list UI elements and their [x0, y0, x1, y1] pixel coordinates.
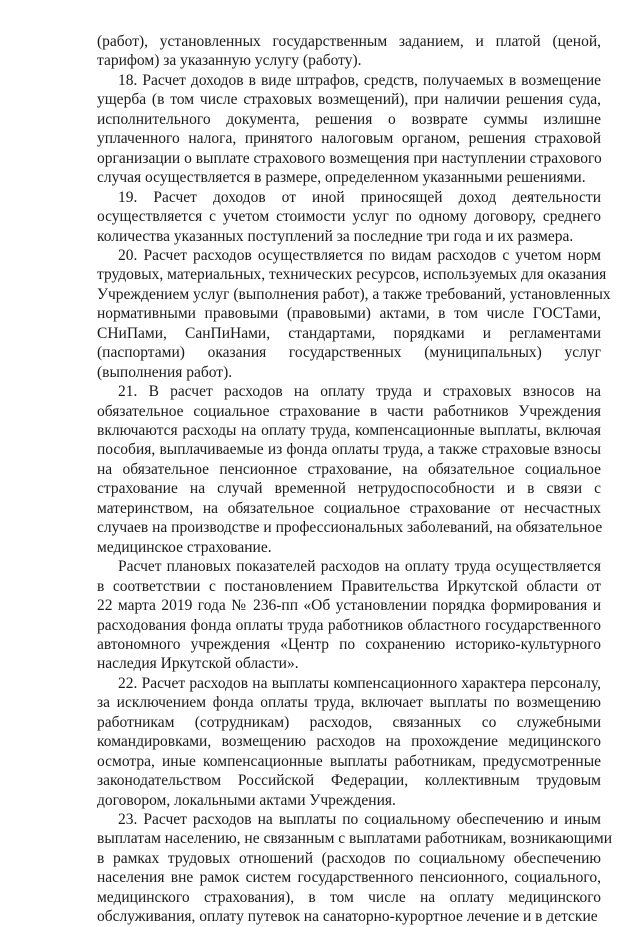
- text-line: исполнительного документа, решения о возврате суммы излишне: [97, 110, 601, 128]
- text-line: Расчет плановых показателей расходов на оплату труда осуществляется: [118, 558, 601, 576]
- text-line: расходования фонда оплаты труда работников областного государственного: [97, 616, 601, 634]
- text-line: медицинское страхование.: [97, 538, 272, 556]
- text-line: в соответствии с постановлением Правительства Иркутской области от: [97, 577, 601, 595]
- text-line: 19. Расчет доходов от иной приносящей доход деятельности: [118, 188, 601, 206]
- text-line: за исключением фонда оплаты труда, включает выплаты по возмещению: [97, 694, 601, 712]
- text-line: уплаченного налога, принятого налоговым органом, решения страховой: [97, 130, 601, 148]
- text-line: количества указанных поступлений за последние три года и их размера.: [97, 227, 574, 245]
- text-line: медицинского страхования), в том числе на оплату медицинского: [97, 888, 601, 906]
- text-line: 22 марта 2019 года № 236-пп «Об установлении порядка формирования и: [97, 597, 601, 615]
- text-line: нормативными правовыми (правовыми) актами, в том числе ГОСТами,: [97, 305, 601, 323]
- text-line: обязательное социальное страхование в части работников Учреждения: [97, 402, 601, 420]
- text-line: пособия, выплачиваемые из фонда оплаты труда, а также страховые взносы: [97, 441, 601, 459]
- text-line: СНиПами, СанПиНами, стандартами, порядками и регламентами: [97, 324, 601, 342]
- text-line: 22. Расчет расходов на выплаты компенсационного характера персоналу,: [118, 674, 601, 692]
- text-line: выплатам населению, не связанным с выплатами работникам, возникающими: [97, 830, 613, 848]
- text-line: Учреждением услуг (выполнения работ), а также требований, установленных: [97, 285, 611, 303]
- text-line: автономного учреждения «Центр по сохранению историко-культурного: [97, 635, 601, 653]
- text-line: тарифом) за указанную услугу (работу).: [97, 52, 362, 70]
- text-line: работникам (сотрудникам) расходов, связанных со служебными: [97, 713, 601, 731]
- text-line: договором, локальными актами Учреждения.: [97, 791, 396, 809]
- text-line: страхование на случай временной нетрудоспособности и в связи с: [97, 480, 601, 498]
- text-line: (выполнения работ).: [97, 363, 233, 381]
- text-line: случая осуществляется в размере, определенном указанными решениями.: [97, 169, 586, 187]
- text-line: на обязательное пенсионное страхование, на обязательное социальное: [97, 460, 601, 478]
- text-line: осмотра, иные компенсационные выплаты работникам, предусмотренные: [97, 752, 601, 770]
- text-line: 21. В расчет расходов на оплату труда и страховых взносов на: [118, 383, 601, 401]
- text-line: командировками, возмещению расходов на прохождение медицинского: [97, 733, 601, 751]
- text-line: 20. Расчет расходов осуществляется по видам расходов с учетом норм: [118, 246, 601, 264]
- text-line: включаются расходы на оплату труда, компенсационные выплаты, включая: [97, 422, 601, 439]
- text-line: населения вне рамок систем государственного пенсионного, социального,: [97, 869, 601, 887]
- text-line: в рамках трудовых отношений (расходов по социальному обеспечению: [97, 849, 601, 867]
- text-line: осуществляется с учетом стоимости услуг по одному договору, среднего: [97, 208, 601, 226]
- text-line: законодательством Российской Федерации, коллективным трудовым: [97, 772, 601, 790]
- text-line: случаев на производстве и профессиональных заболеваний, на обязательное: [97, 519, 603, 537]
- document-body: [0, 32, 640, 926]
- text-line: организации о выплате страхового возмещения при наступлении страхового: [97, 149, 602, 167]
- text-line: трудовых, материальных, технических ресурсов, используемых для оказания: [97, 266, 607, 284]
- text-line: обслуживания, оплату путевок на санаторно-курортное лечение и в детские: [97, 908, 598, 926]
- text-line: (паспортами) оказания государственных (муниципальных) услуг: [97, 344, 601, 362]
- text-line: наследия Иркутской области».: [97, 655, 299, 673]
- text-line: ущерба (в том числе страховых возмещений), при наличии решения суда,: [97, 91, 601, 109]
- text-line: 18. Расчет доходов в виде штрафов, средств, получаемых в возмещение: [118, 71, 601, 89]
- text-line: материнством, на обязательное социальное страхование от несчастных: [97, 499, 601, 517]
- text-line: (работ), установленных государственным заданием, и платой (ценой,: [97, 33, 601, 50]
- text-line: 23. Расчет расходов на выплаты по социальному обеспечению и иным: [118, 811, 601, 828]
